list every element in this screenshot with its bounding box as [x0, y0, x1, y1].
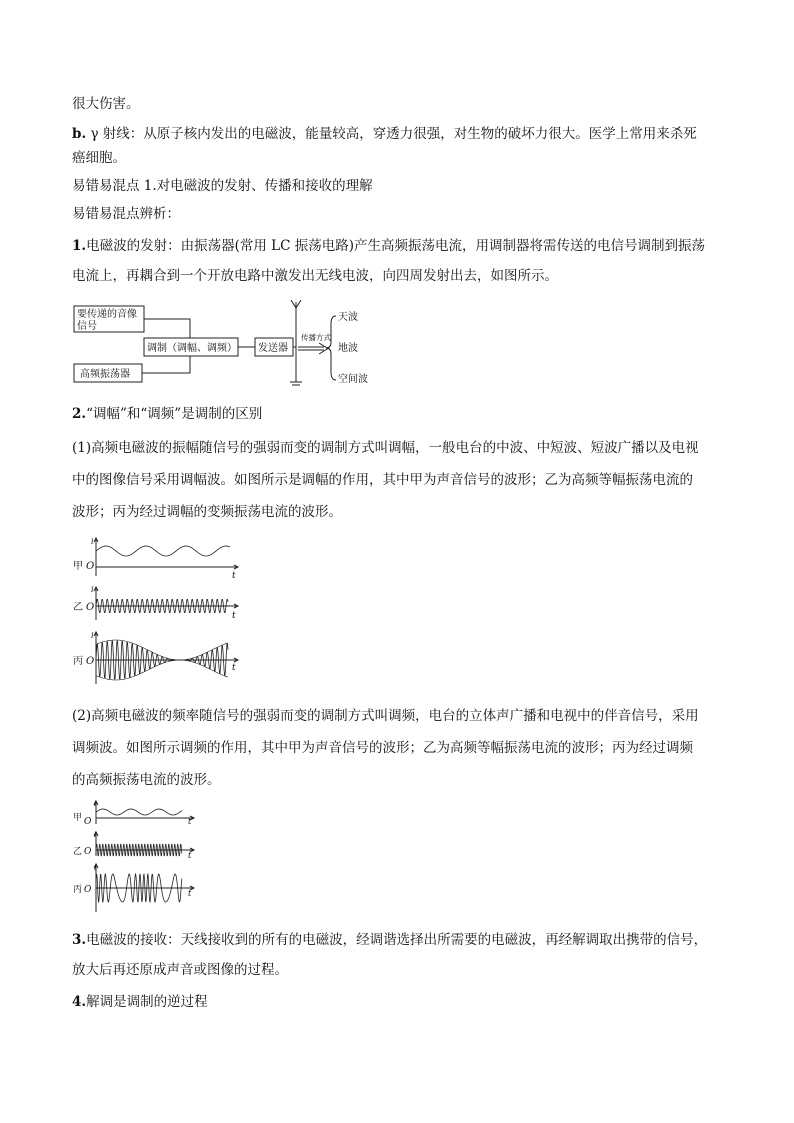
box-signal-label: 要传递的音像	[77, 309, 137, 320]
fm-x-axis-2: t	[188, 851, 192, 860]
section-number: 1.	[72, 238, 87, 254]
am-label-bing: 丙	[73, 656, 83, 667]
fm-y-axis-1: i	[94, 800, 97, 808]
fm-label-bing: 丙	[73, 885, 83, 895]
text: 调频波。如图所示调频的作用，其中甲为声音信号的波形；乙为高频等幅振荡电流的波形；丙为经过调频	[72, 740, 693, 756]
fm-origin-3: O	[84, 885, 92, 895]
fm-label-jia: 甲	[73, 813, 83, 823]
text: 解调是调制的逆过程	[86, 994, 208, 1010]
text: 放大后再还原成声音或图像的过程。	[72, 962, 288, 978]
heading-analysis	[72, 204, 732, 224]
am-y-axis-3: i	[91, 631, 94, 640]
item-marker: b.	[72, 126, 87, 142]
section-reception-line2	[72, 960, 732, 980]
section-am-line3	[72, 502, 732, 522]
am-label-jia: 甲	[73, 561, 83, 572]
text: 电流上，再耦合到一个开放电路中激发出无线电波，向四周发射出去，如图所示。	[72, 268, 558, 284]
text: γ 射线：从原子核内发出的电磁波，能量较高，穿透力很强，对生物的破坏力很大。医学上常用来杀死	[90, 126, 697, 142]
section-am-line2	[72, 470, 732, 490]
fm-jia-wave	[96, 809, 182, 815]
section-number: 2.	[72, 406, 87, 422]
section-demodulation	[72, 992, 732, 1012]
am-y-axis-2: i	[91, 585, 94, 594]
fm-y-axis-3: i	[94, 864, 97, 872]
text: (2)高频电磁波的频率随信号的强弱而变的调制方式叫调频，电台的立体声广播和电视中的伴音信号，采用	[72, 708, 699, 724]
text: 很大伤害。	[72, 96, 140, 112]
section-number: 4.	[72, 994, 87, 1010]
mode-space-wave: 空间波	[338, 374, 368, 385]
text: 波形；丙为经过调幅的变频振荡电流的波形。	[72, 504, 342, 520]
heading-text: 易错易混点 1.对电磁波的发射、传播和接收的理解	[72, 178, 373, 194]
arrow-label: 传播方式	[301, 333, 331, 342]
fm-y-axis-2: i	[94, 831, 97, 839]
heading-confusion-point	[72, 176, 732, 196]
fm-wave-diagram	[72, 800, 202, 918]
am-x-axis-2: t	[232, 611, 236, 621]
fm-label-yi: 乙	[73, 847, 83, 857]
paragraph-gamma	[72, 124, 732, 144]
section-fm-line2	[72, 738, 732, 758]
text: 电磁波的发射：由振荡器(常用 LC 振荡电路)产生高频振荡电流，用调制器将需传送的电信号调制到振荡	[86, 238, 706, 254]
fm-x-axis-1: t	[188, 817, 192, 826]
text: 癌细胞。	[72, 150, 126, 166]
paragraph-gamma-cont	[72, 148, 732, 168]
section-fm-line1	[72, 706, 732, 726]
am-origin-3: O	[86, 656, 95, 667]
box-modulator-label: 调制（调幅、调频）	[147, 343, 237, 354]
am-origin-1: O	[86, 561, 95, 572]
text: 的高频振荡电流的波形。	[72, 772, 221, 788]
section-emission-line1	[72, 236, 732, 256]
box-transmitter-label: 发送器	[258, 343, 288, 354]
am-origin-2: O	[86, 602, 95, 613]
text: “调幅”和“调频”是调制的区别	[86, 406, 263, 422]
section-emission-line2	[72, 266, 732, 286]
paragraph-harm	[72, 94, 732, 114]
am-wave-diagram	[72, 534, 252, 688]
text: (1)高频电磁波的振幅随信号的强弱而变的调制方式叫调幅，一般电台的中波、中短波、短波广播以及电视	[72, 440, 699, 456]
mode-sky-wave: 天波	[338, 312, 358, 323]
section-fm-line3	[72, 770, 732, 790]
text: 中的图像信号采用调幅波。如图所示是调幅的作用，其中甲为声音信号的波形；乙为高频等幅振荡电流的	[72, 472, 693, 488]
fm-origin-1: O	[84, 817, 92, 827]
mode-ground-wave: 地波	[338, 343, 358, 354]
am-x-axis-1: t	[232, 571, 236, 581]
am-label-yi: 乙	[73, 602, 83, 613]
section-am-line1	[72, 438, 732, 458]
am-x-axis-3: t	[232, 663, 236, 673]
section-reception-line1	[72, 930, 732, 950]
box-oscillator-label: 高频振荡器	[80, 369, 130, 380]
heading-text: 易错易混点辨析：	[72, 206, 180, 222]
fm-origin-2: O	[84, 847, 92, 857]
emission-flow-diagram	[72, 298, 402, 388]
section-am-fm-title	[72, 404, 732, 424]
section-number: 3.	[72, 932, 87, 948]
box-signal-label-2: 信号	[77, 321, 97, 332]
am-jia-wave	[96, 546, 230, 556]
am-y-axis-1: i	[91, 537, 94, 546]
fm-x-axis-3: t	[188, 889, 192, 898]
text: 电磁波的接收：天线接收到的所有的电磁波，经调谐选择出所需要的电磁波，再经解调取出携带的信号，	[86, 932, 708, 948]
